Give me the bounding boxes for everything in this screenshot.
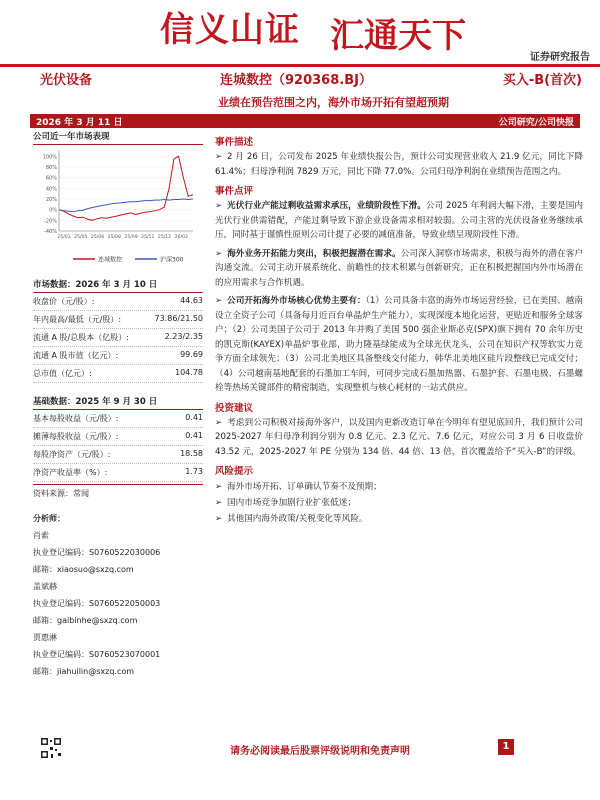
risk-item bbox=[215, 495, 583, 511]
market-data-row-value: 104.78 bbox=[175, 368, 203, 377]
comment-2-lead: 海外业务开拓能力突出，积极把握潜在需求。 bbox=[227, 248, 401, 259]
basic-data-row-label: 基本每股收益（元/股）: bbox=[33, 414, 119, 423]
main-content bbox=[215, 130, 583, 527]
analyst-email[interactable]: 邮箱：xiaosuo@sxzq.com bbox=[33, 565, 134, 574]
company-name: 连城数控（920368.BJ） bbox=[220, 73, 372, 88]
chart-x-tick-label: 25/03 bbox=[57, 235, 71, 240]
basic-data-row-label: 摊薄每股收益（元/股）: bbox=[33, 432, 119, 441]
chart-y-tick-label: -40% bbox=[44, 229, 57, 235]
basic-data-row-label: 净资产收益率（%）: bbox=[33, 468, 108, 477]
report-headline: 业绩在预告范围之内，海外市场开拓有望超预期 bbox=[218, 96, 449, 109]
market-data-list bbox=[33, 293, 203, 383]
data-source-note: 资料来源：常闻 bbox=[33, 484, 203, 502]
comment-paragraph-1 bbox=[215, 199, 583, 243]
brand-slogan-part1: 信义山证 bbox=[160, 10, 300, 50]
chart-x-tick-label: 25/05 bbox=[74, 235, 88, 240]
risk-list bbox=[215, 479, 583, 527]
bullet-arrow-icon: ➢ bbox=[215, 296, 223, 306]
bullet-arrow-icon: ➢ bbox=[215, 514, 223, 524]
event-heading: 事件描述 bbox=[215, 137, 254, 148]
basic-data-row-value: 0.41 bbox=[185, 413, 203, 422]
analyst-cert: 执业登记编码：S0760522030006 bbox=[33, 548, 161, 557]
report-header bbox=[0, 0, 600, 70]
market-data-row-value: 73.86/21.50 bbox=[154, 314, 203, 323]
rating-label: 买入-B(首次) bbox=[502, 73, 582, 88]
market-data-row-value: 99.69 bbox=[180, 350, 203, 359]
risk-item bbox=[215, 511, 583, 527]
analyst-list bbox=[33, 527, 203, 680]
risk-item bbox=[215, 479, 583, 495]
event-paragraph bbox=[215, 150, 583, 179]
chart-x-tick-label: 25/06 bbox=[90, 235, 105, 240]
basic-data-title: 基础数据：2025 年 9 月 30 日 bbox=[33, 395, 203, 410]
risk-text: 其他国内海外政策/关税变化等风险。 bbox=[227, 514, 368, 524]
market-data-row bbox=[33, 329, 203, 347]
invest-text: 考虑到公司积极对接海外客户，以及国内更新改造订单在今明年有望见底回升，我们预计公司 2025-2027 年归母净利润分别为 0.8 亿元、2.3 亿元、7.6 亿元，对应公司 3 月 6 日收盘价 43.52 元，2025-2027 年 PE 分别为 134 倍、44 倍、13 倍，首次覆盖给予“买入-B”的评级。 bbox=[215, 417, 583, 457]
risk-text: 海外市场开拓、订单确认节奏不及预期； bbox=[227, 482, 382, 492]
chart-x-tick-label: 25/12 bbox=[157, 235, 172, 240]
analysts-title: 分析师： bbox=[33, 514, 65, 523]
basic-data-row-label: 每股净资产（元/股）: bbox=[33, 450, 111, 459]
chart-x-tick-label: 26/02 bbox=[174, 235, 188, 240]
chart-section-title: 公司近一年市场表现 bbox=[33, 130, 203, 145]
analyst-cert: 执业登记编码：S0760522050003 bbox=[33, 599, 161, 608]
basic-data-list bbox=[33, 410, 203, 482]
report-type-label: 证券研究报告 bbox=[530, 52, 590, 63]
disclaimer-text: 请务必阅读最后股票评级说明和免责声明 bbox=[230, 746, 410, 757]
bullet-arrow-icon: ➢ bbox=[215, 248, 223, 259]
risk-text: 国内市场竞争加剧行业扩张低迷； bbox=[227, 498, 356, 508]
market-performance-chart bbox=[33, 147, 198, 272]
chart-y-tick-label: -20% bbox=[44, 218, 57, 225]
market-data-row bbox=[33, 347, 203, 365]
market-data-row-value: 2.23/2.35 bbox=[164, 332, 203, 341]
chart-x-tick-label: 25/08 bbox=[107, 235, 121, 240]
market-data-row bbox=[33, 365, 203, 383]
market-data-title: 市场数据：2026 年 3 月 10 日 bbox=[33, 278, 203, 293]
industry-label: 光伏设备 bbox=[40, 73, 93, 88]
chart-y-tick-label: 80% bbox=[45, 165, 57, 171]
header-divider bbox=[0, 64, 600, 67]
market-data-row-label: 年内最高/最低（元/股）: bbox=[33, 315, 122, 324]
left-sidebar bbox=[33, 130, 203, 680]
chart-y-tick-label: 20% bbox=[45, 197, 57, 203]
comment-paragraph-3 bbox=[215, 294, 583, 396]
title-row bbox=[0, 68, 600, 90]
chart-x-tick-label: 25/11 bbox=[141, 235, 155, 240]
date-bar bbox=[30, 114, 580, 128]
event-text: 2 月 26 日，公司发布 2025 年业绩快报公告，预计公司实现营业收入 21.9 亿元，同比下降 61.4%；归母净利润 7829 万元，同比下降 77.0%。公司归母净利润在业绩预告范围之内。 bbox=[215, 152, 583, 177]
market-data-row-value: 44.63 bbox=[180, 296, 203, 305]
chart-legend-label: 连城数控 bbox=[98, 256, 123, 264]
invest-heading: 投资建议 bbox=[215, 402, 254, 414]
bullet-arrow-icon: ➢ bbox=[215, 482, 223, 492]
market-data-row-label: 流通 A 股市值（亿元）: bbox=[33, 351, 119, 360]
chart-y-tick-label: 100% bbox=[42, 154, 57, 161]
bullet-arrow-icon: ➢ bbox=[215, 417, 223, 428]
comment-paragraph-2 bbox=[215, 247, 583, 291]
page-number: 1 bbox=[498, 739, 514, 755]
analyst-email[interactable]: 邮箱：jiahuilin@sxzq.com bbox=[33, 667, 135, 676]
analyst-cert: 执业登记编码：S0760523070001 bbox=[33, 650, 161, 659]
chart-x-tick-label: 25/09 bbox=[124, 235, 138, 240]
chart-svg bbox=[33, 147, 198, 272]
basic-data-row-value: 0.41 bbox=[185, 431, 203, 440]
comment-1-lead: 光伏行业产能过剩收益需求承压，业绩阶段性下滑。 bbox=[227, 201, 426, 211]
basic-data-row bbox=[33, 464, 203, 482]
market-data-row-label: 收盘价（元/股）: bbox=[33, 297, 95, 306]
basic-data-row-value: 1.73 bbox=[185, 467, 203, 476]
bullet-arrow-icon: ➢ bbox=[215, 201, 223, 211]
market-data-row bbox=[33, 311, 203, 329]
chart-legend-label: 沪深300 bbox=[160, 256, 184, 264]
basic-data-row bbox=[33, 410, 203, 428]
analyst-name: 盖斌赫 bbox=[33, 582, 57, 591]
report-date: 2026 年 3 月 11 日 bbox=[36, 118, 123, 128]
market-data-row bbox=[33, 293, 203, 311]
analyst-name: 肖索 bbox=[33, 531, 49, 540]
comment-heading: 事件点评 bbox=[215, 186, 254, 197]
qr-code-icon bbox=[40, 737, 62, 759]
basic-data-row-value: 18.58 bbox=[180, 449, 203, 458]
market-data-row-label: 总市值（亿元）: bbox=[33, 369, 92, 378]
comment-2-text: 公司深入洞察市场需求，积极与海外的潜在客户沟通交流。公司主动开展系统化、前瞻性的技术积累与创新研究，正在积极把握国内外市场潜在的应用需求与合作机遇。 bbox=[215, 248, 583, 288]
basic-data-row bbox=[33, 428, 203, 446]
bullet-arrow-icon: ➢ bbox=[215, 498, 223, 508]
report-category: 公司研究/公司快报 bbox=[498, 118, 574, 128]
comment-1-text: 公司 2025 年利润大幅下滑，主要是国内光伏行业供需错配，产能过剩导致下游企业设备需求相对较弱。公司主营的光伏设备业务继续承压，同时基于谨慎性原则公司计提了必要的减值准备，导致业绩呈现阶段性下滑。 bbox=[215, 201, 583, 240]
basic-data-row bbox=[33, 446, 203, 464]
chart-y-tick-label: 60% bbox=[45, 175, 57, 182]
invest-paragraph bbox=[215, 416, 583, 460]
risk-heading: 风险提示 bbox=[215, 466, 254, 477]
comment-3-text: （1）公司具备丰富的海外市场运营经验，已在美国、越南设立全资子公司（具备每月近百台单晶炉生产能力），实现深度本地化运营，更贴近和服务全球客户；（2）公司美国子公司于 2013 年并购了美国 500 强企业斯必克(SPX)旗下拥有 70 余年历史的凯克斯(KAYEX)单晶炉事业部，助力隆基绿能成为全球光伏龙头，公司在知识产权等软实力竞争方面全球领先；（3）公司北美地区具备整线交付能力，韩华北美地区硅片段整线已完成交付；（4）公司越南基地配套的石墨加工车间，可同步完成石墨加热器、石墨护套、石墨电极、石墨螺栓等热场关键部件的精密制造，实现整机与核心耗材的一站式供应。 bbox=[215, 296, 583, 393]
brand-slogan-part2: 汇通天下 bbox=[330, 16, 466, 56]
analyst-email[interactable]: 邮箱：gaibinhe@sxzq.com bbox=[33, 616, 138, 625]
analyst-name: 贾惠淋 bbox=[33, 633, 57, 642]
bullet-arrow-icon: ➢ bbox=[215, 152, 223, 162]
chart-y-tick-label: 40% bbox=[45, 186, 57, 193]
chart-y-tick-label: 0% bbox=[49, 207, 57, 214]
comment-3-lead: 公司开拓海外市场核心优势主要有： bbox=[227, 296, 366, 306]
market-data-row-label: 流通 A 股/总股本（亿股）: bbox=[33, 333, 129, 342]
